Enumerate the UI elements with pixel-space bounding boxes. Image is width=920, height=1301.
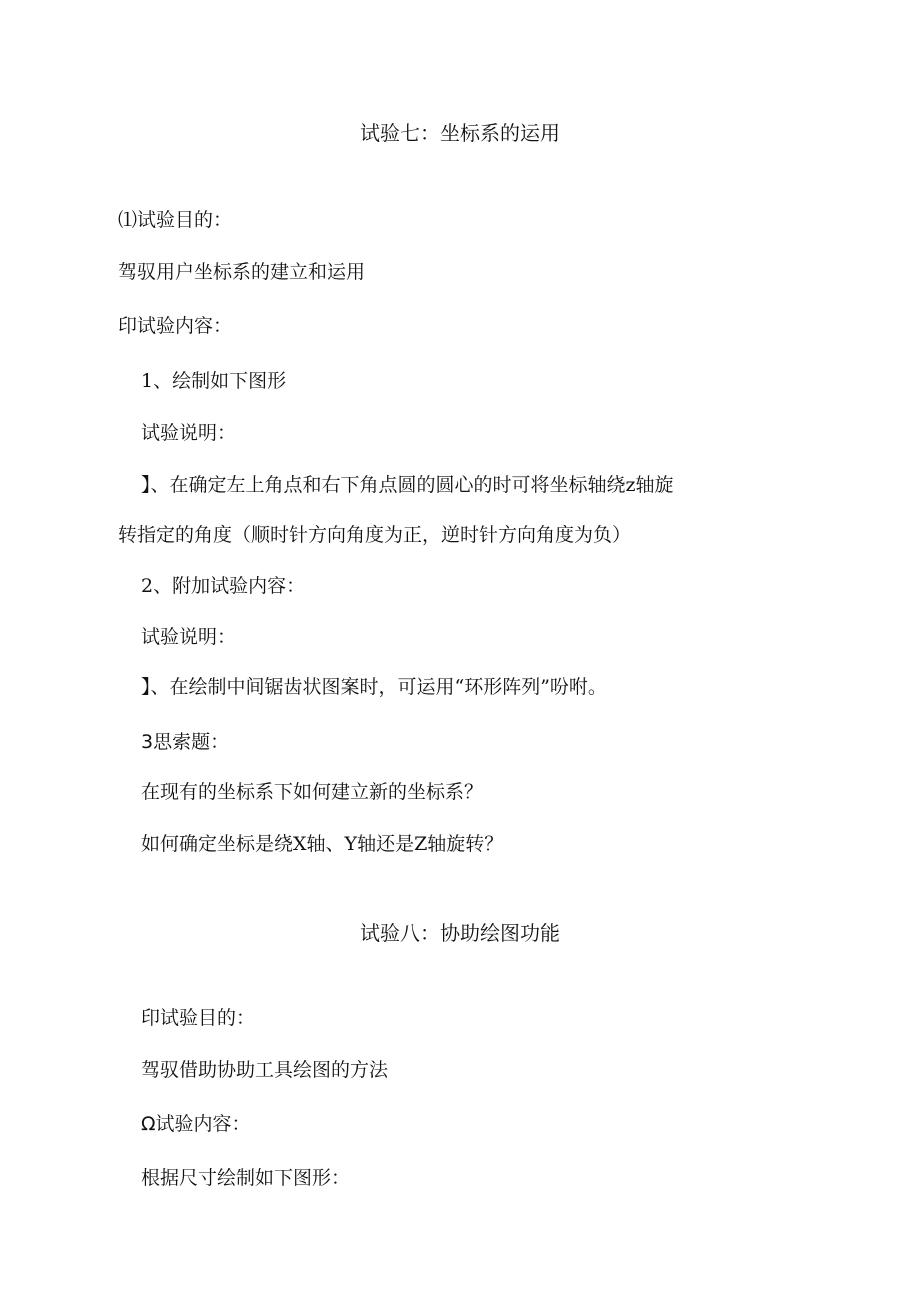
- section7-content-heading: 印试验内容：: [118, 315, 233, 337]
- section7-item1: 1、绘制如下图形: [141, 370, 287, 392]
- section7-item1-note-label: 试验说明：: [141, 422, 237, 444]
- section8-content-text: 根据尺寸绘制如下图形：: [141, 1167, 351, 1189]
- section7-questions-heading: 3思索题：: [141, 731, 230, 753]
- section7-purpose-heading: ⑴试验目的：: [118, 209, 233, 231]
- section7-title: 试验七：坐标系的运用: [360, 121, 560, 145]
- section7-item1-note-line1: 】、在确定左上角点和右下角点圆的圆心的时可将坐标轴绕z轴旋: [141, 474, 674, 496]
- section7-item2: 2、附加试验内容：: [141, 575, 306, 597]
- section7-item1-note-line2: 转指定的角度（顺时针方向角度为正，逆时针方向角度为负）: [118, 524, 632, 546]
- section8-purpose-heading: 印试验目的：: [141, 1007, 256, 1029]
- section7-question2: 如何确定坐标是绕X轴、Y轴还是Z轴旋转？: [141, 833, 504, 855]
- section7-question1: 在现有的坐标系下如何建立新的坐标系？: [141, 781, 484, 803]
- section7-purpose-text: 驾驭用户坐标系的建立和运用: [118, 261, 366, 283]
- section8-purpose-text: 驾驭借助协助工具绘图的方法: [141, 1059, 389, 1081]
- section8-content-heading: Ω试验内容：: [141, 1113, 251, 1135]
- section7-item2-note-label: 试验说明：: [141, 626, 237, 648]
- section7-item2-note-line1: 】、在绘制中间锯齿状图案时，可运用“环形阵列”吩咐。: [141, 676, 607, 698]
- section8-title: 试验八：协助绘图功能: [360, 921, 560, 945]
